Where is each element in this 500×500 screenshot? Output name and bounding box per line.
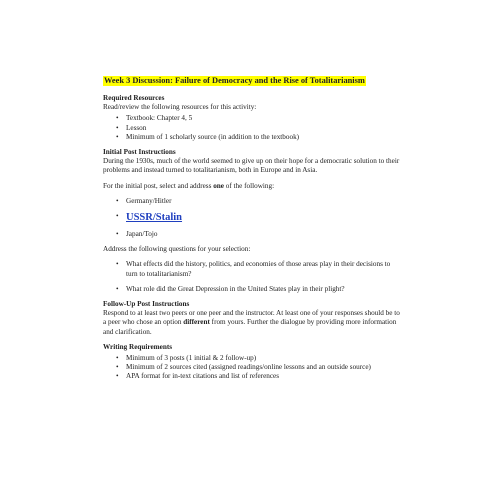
initial-post-heading: Initial Post Instructions (103, 148, 176, 157)
address-intro: Address the following questions for your selection: (103, 245, 251, 254)
select-instruction-emphasis: one (213, 181, 224, 190)
writing-requirements-list (103, 354, 403, 382)
follow-up-text: Respond to at least two peers or one peer and the instructor. At least one of your responses should be to a peer who chose an option (103, 309, 400, 327)
list-item: • Minimum of 3 posts (1 initial & 2 follow-up) (126, 354, 403, 363)
select-instruction-text-end: of the following: (223, 181, 275, 190)
follow-up-emphasis: different (183, 318, 210, 327)
writing-requirements-heading: Writing Requirements (103, 342, 173, 351)
follow-up-heading: Follow-Up Post Instructions (103, 300, 190, 309)
required-resources-list (103, 114, 403, 142)
questions-list (103, 260, 403, 294)
follow-up-paragraph (103, 309, 403, 337)
select-instruction (103, 182, 403, 191)
option-germany: • Germany/Hitler (126, 197, 403, 206)
select-instruction-text: For the initial post, select and address (103, 181, 214, 190)
question-item: • What role did the Great Depression in the United States play in their plight? (126, 285, 403, 294)
required-resources-intro: Read/review the following resources for this activity: (103, 103, 257, 112)
follow-up-text-end: from yours. Further the dialogue by providing more information and clarification. (103, 318, 397, 336)
required-resources-heading: Required Resources (103, 94, 165, 102)
list-item: • Lesson (126, 124, 403, 133)
list-item: • Textbook: Chapter 4, 5 (126, 114, 403, 123)
list-item: • Minimum of 1 scholarly source (in addition to the textbook) (126, 133, 403, 142)
question-item: • What effects did the history, politics, and economies of those areas play in their decisions to turn to totalitarianism? (126, 260, 403, 278)
document-title: Week 3 Discussion: Failure of Democracy and the Rise of Totalitarianism (104, 76, 365, 85)
document-page (103, 76, 403, 382)
option-ussr-link[interactable]: USSR/Stalin (126, 212, 183, 224)
list-item: • Minimum of 2 sources cited (assigned readings/online lessons and an outside source) (126, 363, 403, 372)
option-ussr-item (126, 212, 403, 224)
list-item: • APA format for in-text citations and list of references (126, 372, 403, 381)
option-japan: • Japan/Tojo (126, 230, 403, 239)
options-list (103, 197, 403, 239)
initial-post-paragraph: During the 1930s, much of the world seemed to give up on their hope for a democratic solution to their problems and instead turned to totalitarianism, both in Europe and in Asia. (103, 157, 400, 175)
